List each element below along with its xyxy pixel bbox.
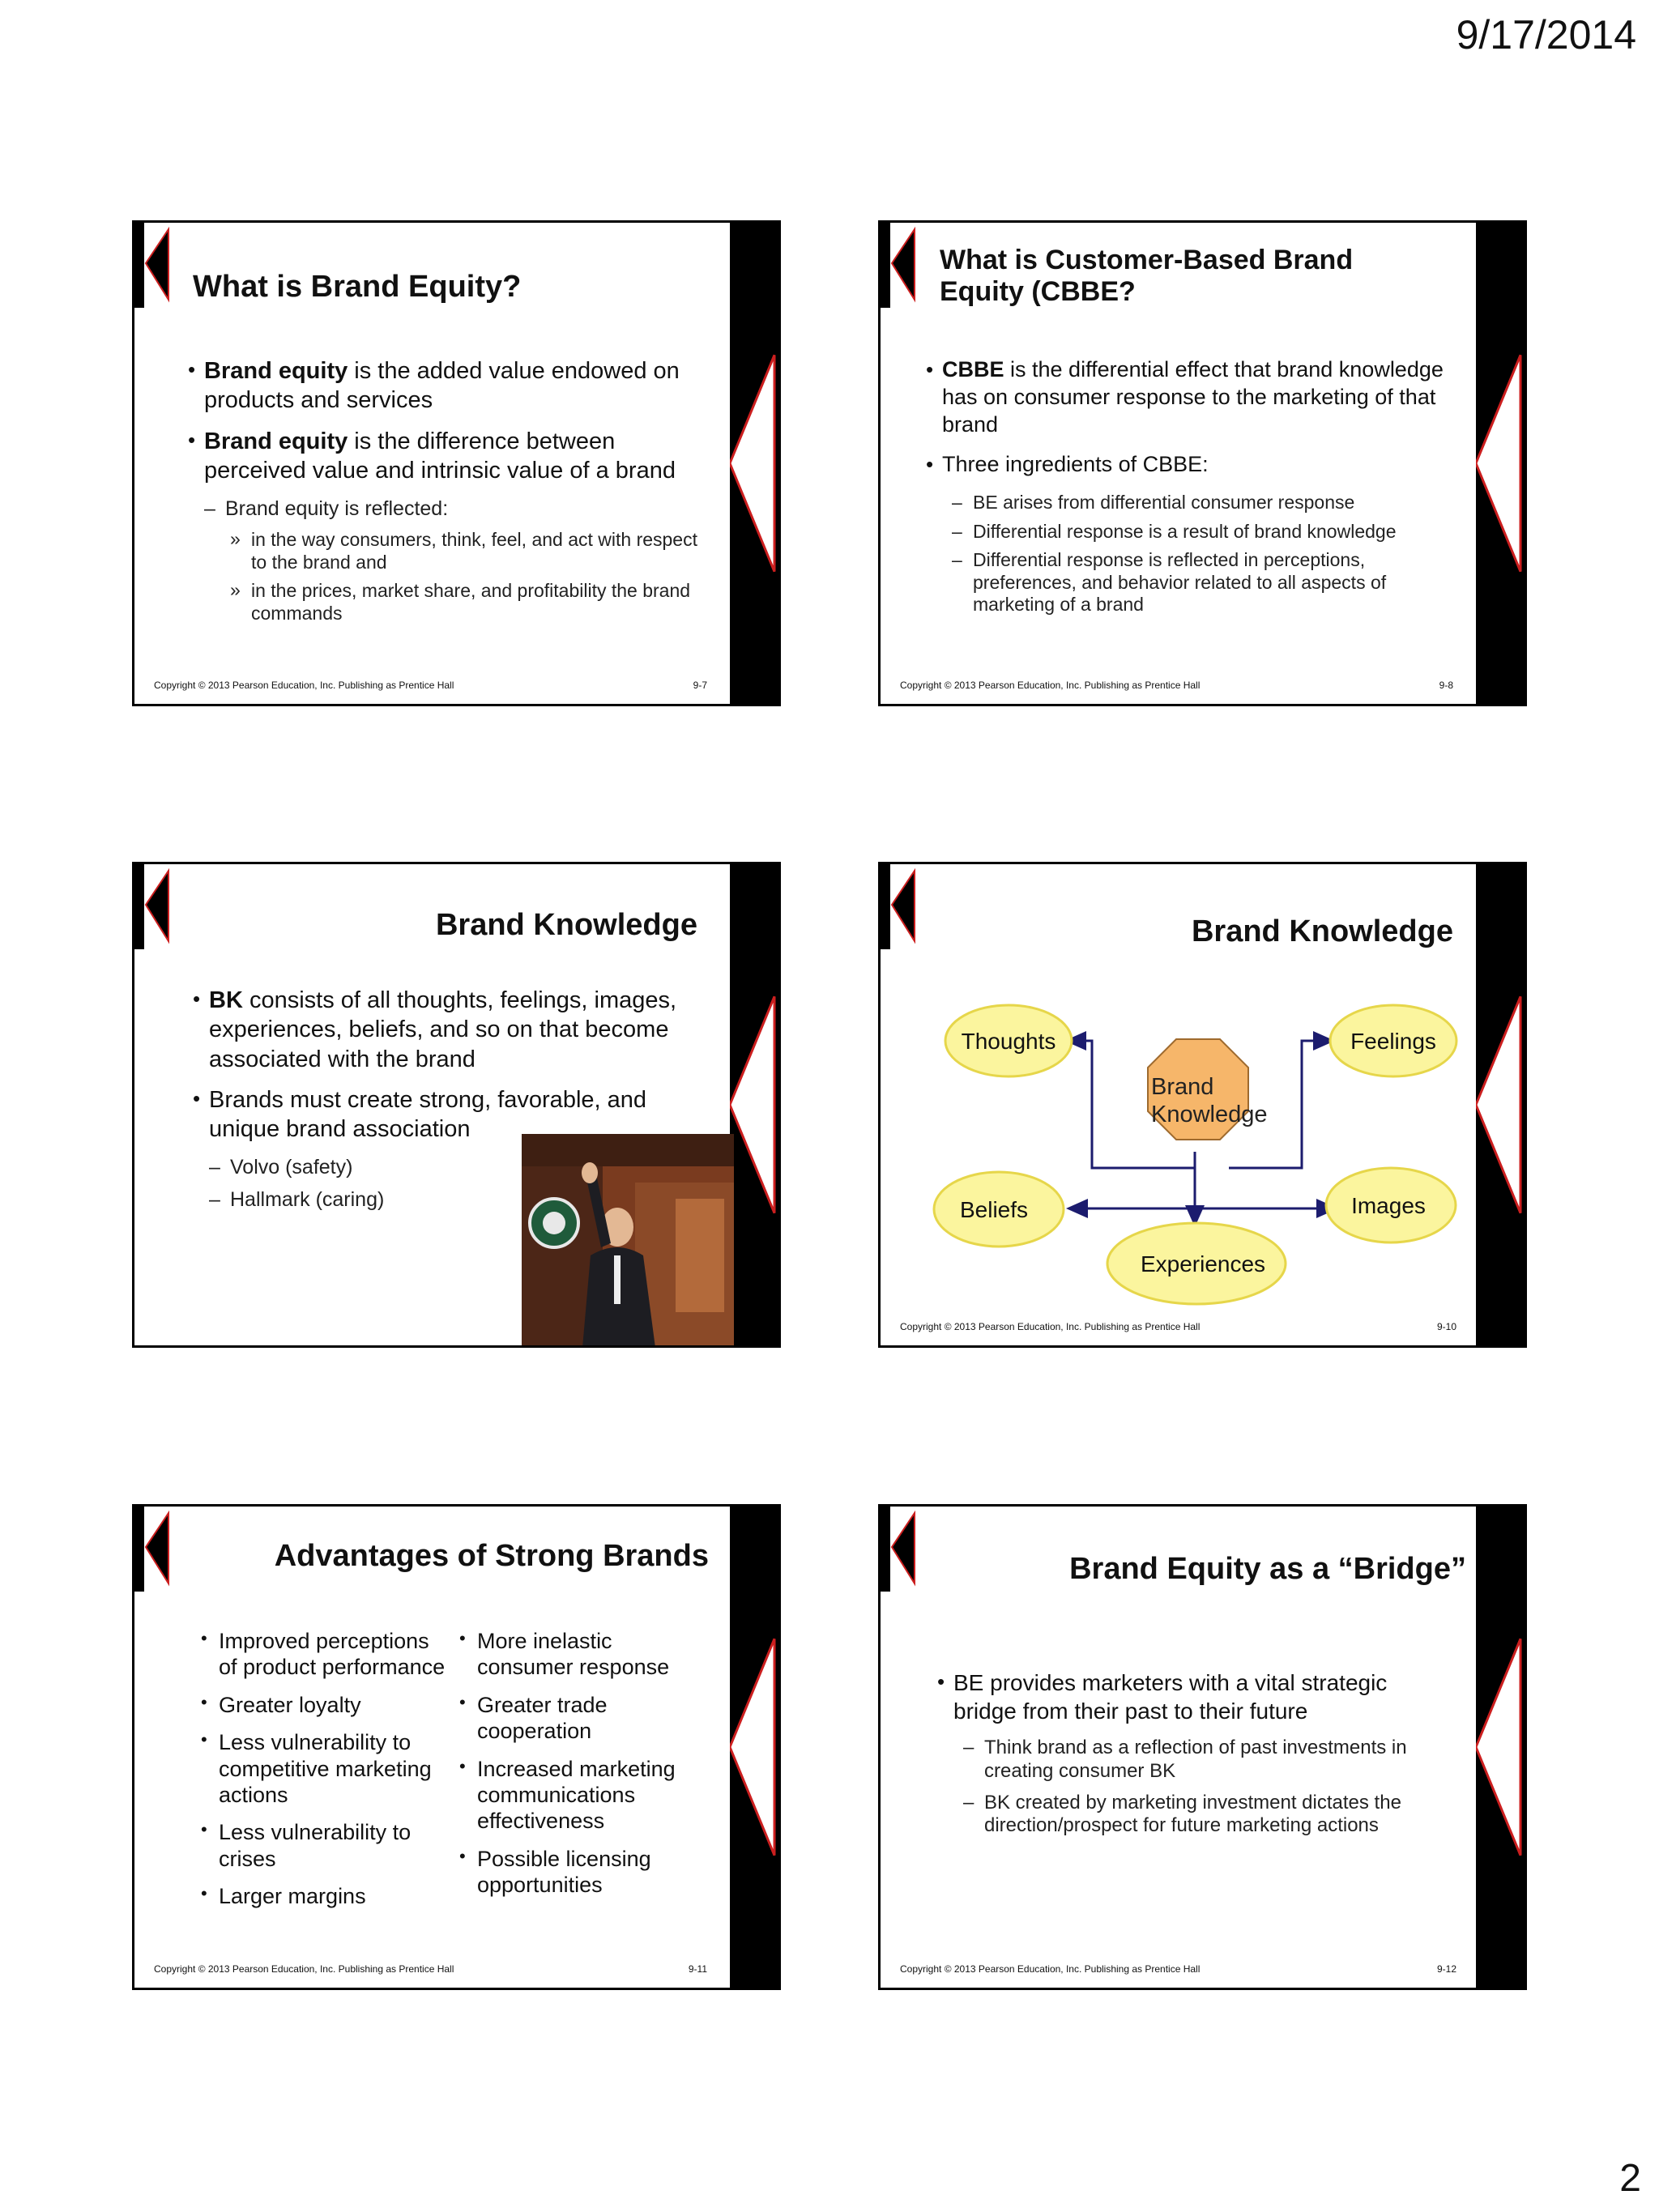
bullet-item: • CBBE is the differential effect that brand knowledge has on consumer response to the marketing of that brand	[926, 356, 1444, 438]
list-item: • Greater loyalty	[201, 1692, 448, 1718]
list-item: • Less vulnerability to competitive marketing actions	[201, 1729, 448, 1808]
advantages-left-column	[201, 1628, 448, 1921]
bullet-item: • Brand equity is the added value endowed on products and services	[188, 356, 714, 416]
bullet-list	[188, 356, 714, 631]
slide-corner-decoration	[134, 864, 171, 949]
slide-number: 9-8	[1439, 680, 1453, 691]
sub-sub-bullet: » in the prices, market share, and profitability the brand commands	[230, 580, 714, 624]
slide-side-bar	[1476, 1507, 1525, 1988]
slide-title: Advantages of Strong Brands	[274, 1539, 709, 1573]
slide-brand-equity	[132, 220, 781, 706]
experiences-label: Experiences	[1140, 1251, 1266, 1276]
sub-bullet: – Hallmark (caring)	[209, 1187, 711, 1212]
slide-number: 9-10	[1436, 1321, 1456, 1332]
slide-corner-decoration	[881, 1507, 917, 1592]
list-item: • Less vulnerability to crises	[201, 1819, 448, 1872]
center-line-1: Brand	[1151, 1074, 1214, 1100]
slide-footer: Copyright © 2013 Pearson Education, Inc. Publishing as Prentice Hall	[900, 1321, 1201, 1332]
sub-bullet: – Brand equity is reflected:	[204, 497, 714, 521]
center-line-2: Knowledge	[1151, 1102, 1268, 1127]
sub-bullet: – Differential response is reflected in perceptions, preferences, and behavior related to all aspects of marketing of a brand	[952, 549, 1444, 616]
slide-title: Brand Knowledge	[1191, 914, 1453, 948]
list-item: • Larger margins	[201, 1883, 448, 1909]
slide-cbbe	[878, 220, 1527, 706]
bullet-item: • Brands must create strong, favorable, and unique brand association	[193, 1085, 711, 1144]
slide-footer: Copyright © 2013 Pearson Education, Inc. Publishing as Prentice Hall	[154, 1963, 454, 1975]
feelings-label: Feelings	[1350, 1029, 1436, 1054]
list-item: • Improved perceptions of product performance	[201, 1628, 448, 1681]
slide-title: Brand Equity as a “Bridge”	[1069, 1552, 1466, 1586]
slide-side-bar	[730, 1507, 778, 1988]
slide-advantages	[132, 1504, 781, 1990]
beliefs-label: Beliefs	[959, 1197, 1029, 1222]
advantages-right-column	[459, 1628, 706, 1921]
storefront-photo	[522, 1134, 734, 1348]
slide-bridge	[878, 1504, 1527, 1990]
images-label: Images	[1351, 1193, 1426, 1218]
slide-side-bar	[730, 864, 778, 1345]
bullet-item: • Brand equity is the difference between perceived value and intrinsic value of a brand	[188, 427, 714, 486]
bullet-item: • Three ingredients of CBBE:	[926, 451, 1444, 479]
thoughts-label: Thoughts	[961, 1029, 1056, 1054]
slide-footer: Copyright © 2013 Pearson Education, Inc. Publishing as Prentice Hall	[900, 680, 1201, 691]
slide-brand-knowledge	[132, 862, 781, 1348]
slide-number: 9-12	[1436, 1963, 1456, 1975]
sub-bullet: – Volvo (safety)	[209, 1155, 711, 1179]
advantages-columns	[201, 1628, 706, 1921]
slide-title: What is Customer-Based Brand Equity (CBBE?	[940, 245, 1354, 308]
sub-bullet: – BK created by marketing investment dictates the direction/prospect for future marketing actions	[963, 1792, 1439, 1839]
slide-number: 9-11	[688, 1963, 707, 1975]
slide-title: What is Brand Equity?	[193, 270, 522, 304]
slide-title: Brand Knowledge	[435, 908, 697, 942]
bullet-list	[937, 1669, 1439, 1846]
sub-bullet: – BE arises from differential consumer response	[952, 492, 1444, 514]
list-item: • Increased marketing communications effectiveness	[459, 1756, 706, 1835]
slide-corner-decoration	[134, 1507, 171, 1592]
slide-side-bar	[730, 223, 778, 704]
slide-corner-decoration	[134, 223, 171, 308]
brand-knowledge-diagram	[881, 864, 1527, 1348]
bullet-list	[926, 356, 1444, 623]
slide-footer: Copyright © 2013 Pearson Education, Inc. Publishing as Prentice Hall	[900, 1963, 1201, 1975]
bullet-item: • BK consists of all thoughts, feelings, images, experiences, beliefs, and so on that become associated with the brand	[193, 986, 711, 1074]
slide-footer: Copyright © 2013 Pearson Education, Inc. Publishing as Prentice Hall	[154, 680, 454, 691]
list-item: • Greater trade cooperation	[459, 1692, 706, 1745]
slide-corner-decoration	[881, 223, 917, 308]
sub-sub-bullet: » in the way consumers, think, feel, and act with respect to the brand and	[230, 529, 714, 573]
sub-bullet: – Differential response is a result of brand knowledge	[952, 521, 1444, 543]
slide-number: 9-7	[693, 680, 707, 691]
list-item: • More inelastic consumer response	[459, 1628, 706, 1681]
list-item: • Possible licensing opportunities	[459, 1846, 706, 1899]
slide-brand-knowledge-diagram	[878, 862, 1527, 1348]
slide-side-bar	[1476, 223, 1525, 704]
page-number: 2	[1619, 2157, 1641, 2200]
sub-bullet: – Think brand as a reflection of past investments in creating consumer BK	[963, 1737, 1439, 1784]
bullet-item: • BE provides marketers with a vital strategic bridge from their past to their future	[937, 1669, 1439, 1725]
page-date: 9/17/2014	[1456, 12, 1636, 58]
